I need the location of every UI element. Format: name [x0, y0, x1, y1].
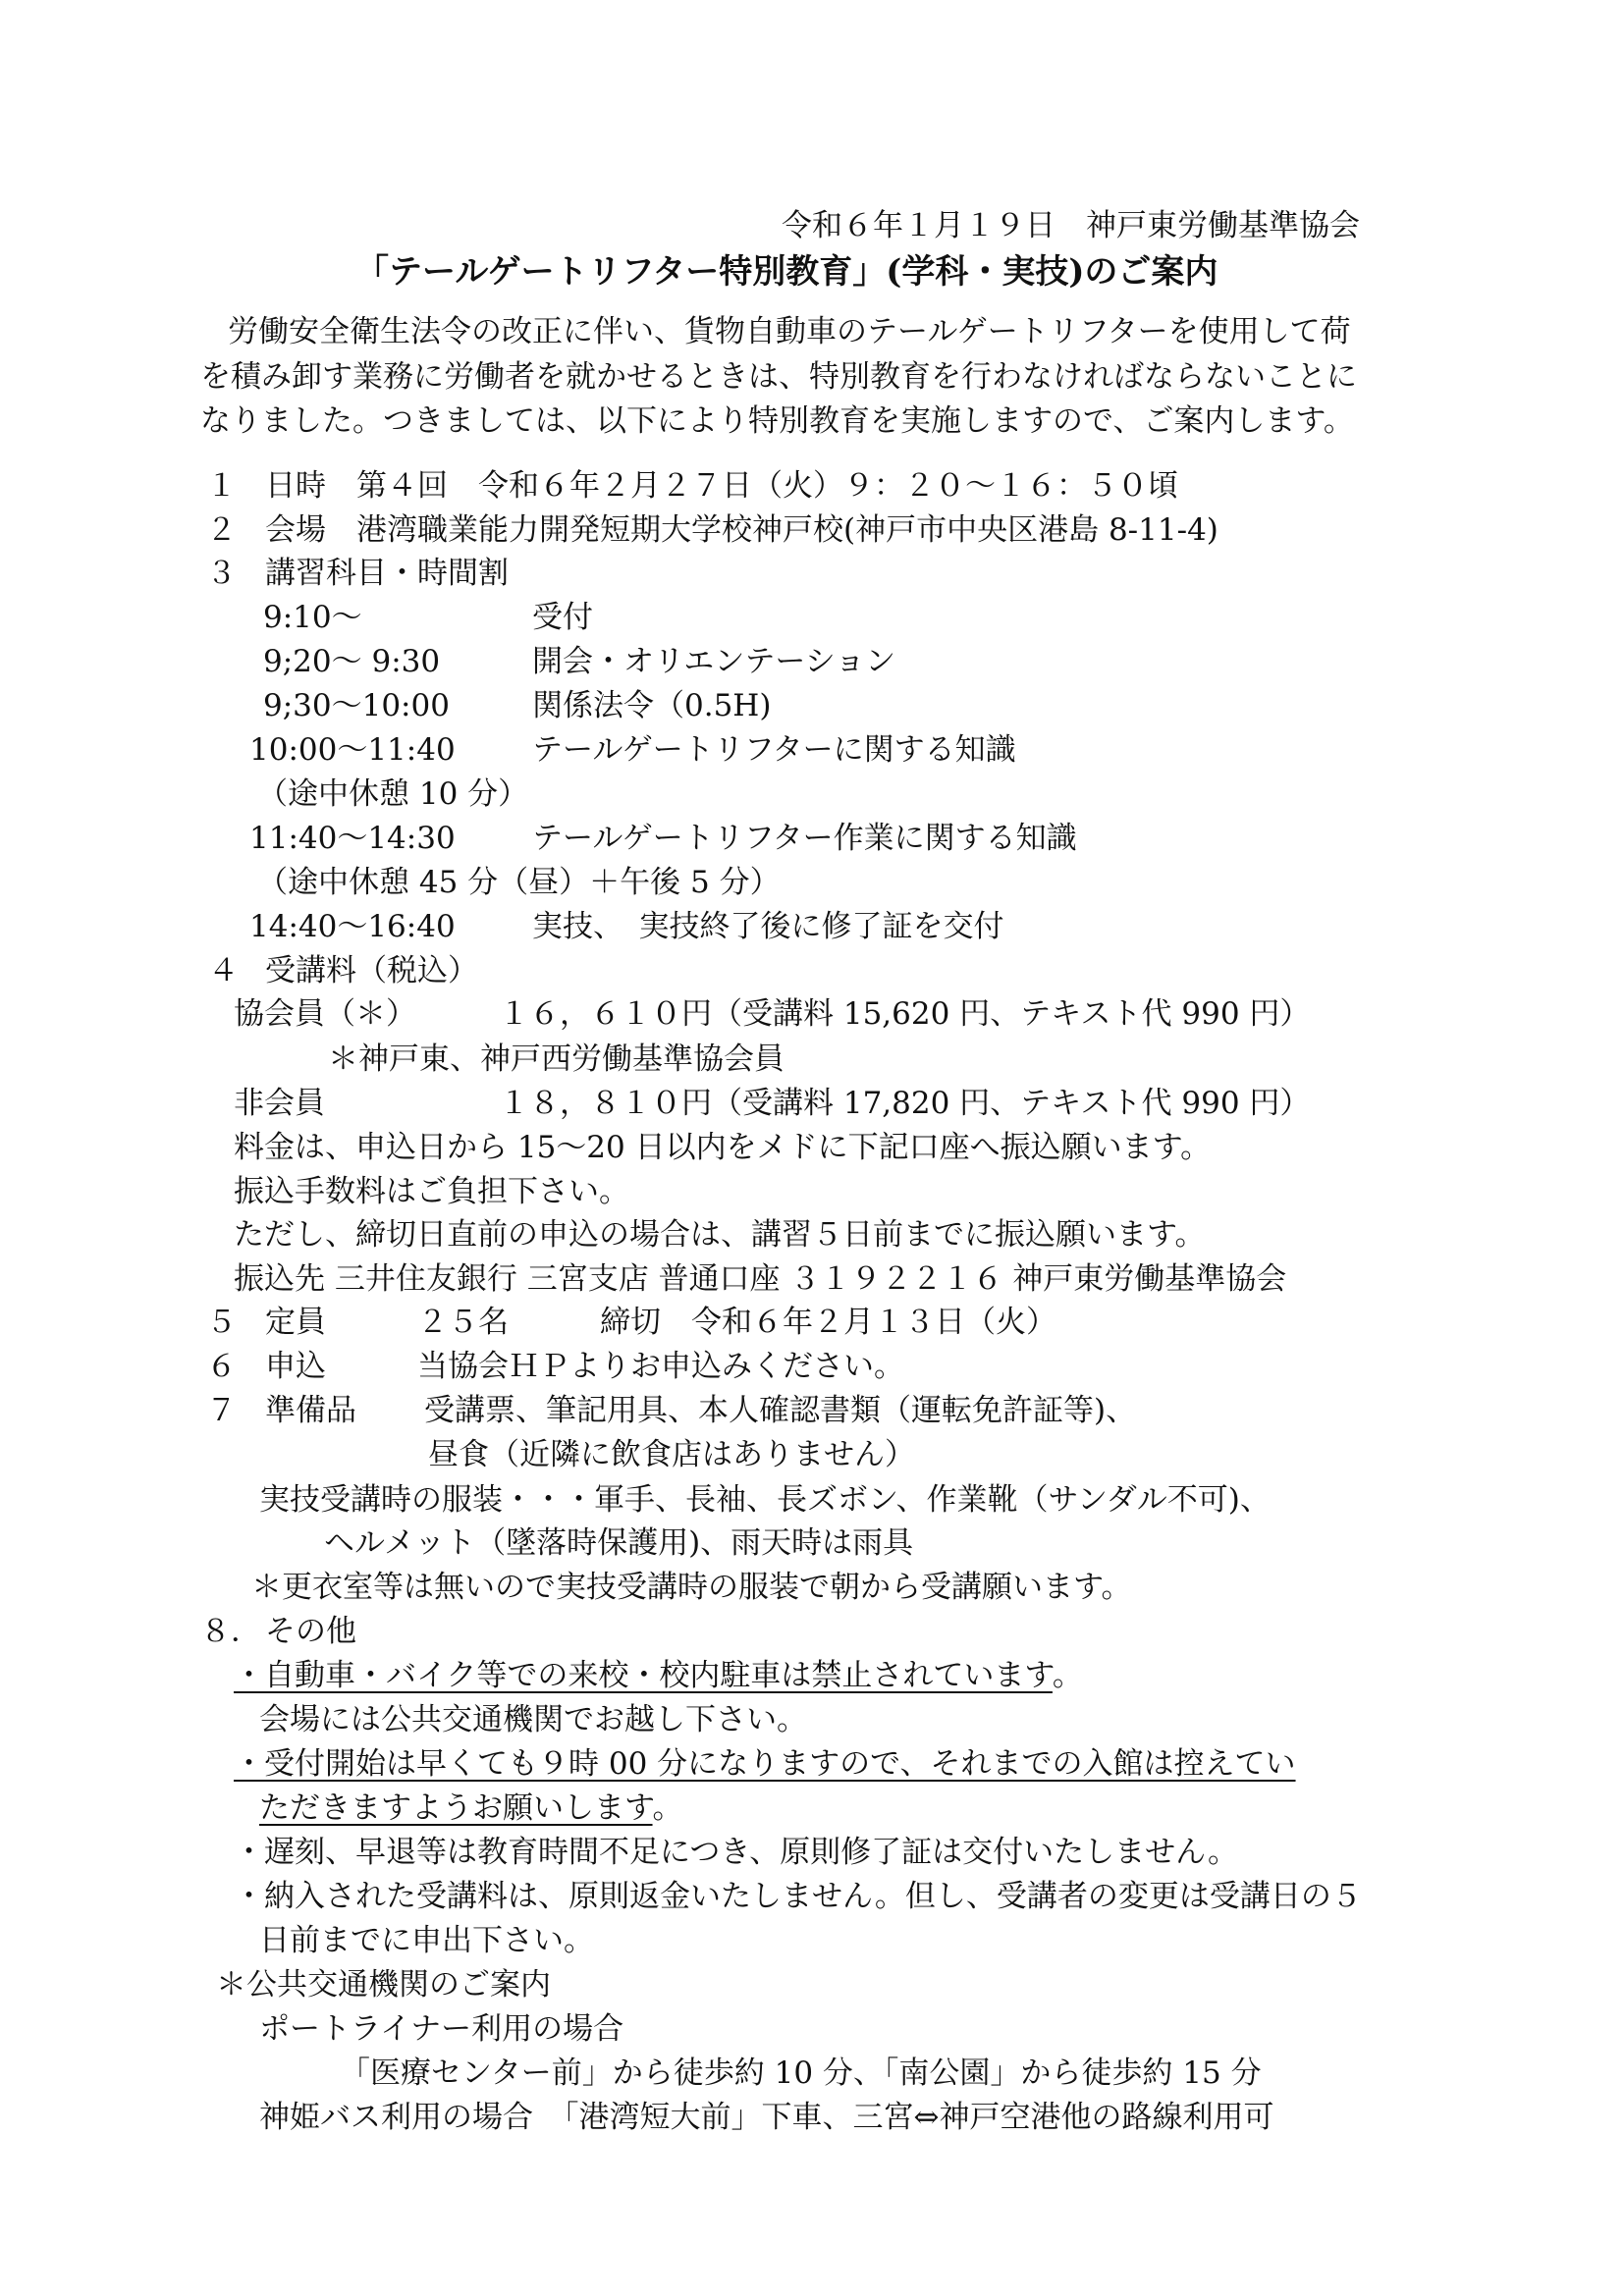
portliner-heading: ポートライナー利用の場合: [259, 2011, 624, 2047]
note-reception-time-period: 。: [652, 1790, 683, 1826]
note-refund: ・納入された受講料は、原則返金いたしません。但し、受講者の変更は受講日の５: [234, 1879, 1362, 1914]
intro-line-1: 労働安全衛生法令の改正に伴い、貨物自動車のテールゲートリフターを使用して荷: [228, 314, 1351, 349]
intro-line-3: なりました。つきましては、以下により特別教育を実施しますので、ご案内します。: [200, 403, 1354, 439]
fee-note: ただし、締切日直前の申込の場合は、講習５日前までに振込願います。: [234, 1217, 1206, 1253]
note-reception-time-cont-underlined: ただきますようお願いします: [259, 1790, 653, 1826]
attire-note: ＊更衣室等は無いので実技受講時の服装で朝から受講願います。: [251, 1570, 1132, 1605]
schedule-desc: 開会・オリエンテーション: [532, 644, 896, 679]
item-6-application: 申込 当協会ＨＰよりお申込みください。: [265, 1349, 904, 1384]
member-fee: １６，６１０円（受講料 15,620 円、テキスト代 990 円）: [499, 996, 1311, 1032]
item-2-number: ２: [206, 512, 237, 548]
items-to-bring-lunch: 昼食（近隣に飲食店はありません）: [428, 1437, 915, 1472]
item-5-capacity: 定員 ２５名 締切 令和６年２月１３日（火）: [265, 1305, 1056, 1340]
note-no-car-access-underlined: ・自動車・バイク等での来校・校内駐車は禁止されています: [234, 1658, 1053, 1693]
schedule-desc: テールゲートリフター作業に関する知識: [532, 821, 1077, 856]
note-refund-cont: 日前までに申出下さい。: [259, 1923, 594, 1958]
page-title: 「テールゲートリフター特別教育」(学科・実技)のご案内: [355, 252, 1218, 292]
schedule-desc: 実技、 実技終了後に修了証を交付: [532, 909, 1004, 944]
schedule-time: 9;20～ 9:30: [263, 644, 441, 679]
member-label: 協会員（＊）: [234, 996, 416, 1032]
transport-heading: ＊公共交通機関のご案内: [216, 1967, 551, 2002]
portliner-detail: 「医療センター前」から徒歩約 10 分、「南公園」から徒歩約 15 分: [340, 2056, 1262, 2091]
schedule-time: 9:10～: [263, 600, 362, 635]
note-public-transport: 会場には公共交通機関でお越し下さい。: [259, 1702, 807, 1737]
item-3-heading: 講習科目・時間割: [265, 556, 509, 591]
schedule-time: 9;30～10:00: [263, 688, 450, 723]
schedule-desc: 受付: [532, 600, 593, 635]
attire-line-1: 実技受講時の服装・・・軍手、長袖、長ズボン、作業靴（サンダル不可)、: [259, 1482, 1271, 1518]
member-note: ＊神戸東、神戸西労働基準協会員: [328, 1041, 785, 1077]
fee-note: 振込手数料はご負担下さい。: [234, 1174, 629, 1209]
item-5-number: ５: [206, 1305, 237, 1340]
item-7-label: 準備品: [265, 1393, 356, 1428]
schedule-break-note: （途中休憩 45 分（昼）＋午後 5 分）: [257, 865, 781, 900]
note-late-early: ・遅刻、早退等は教育時間不足につき、原則修了証は交付いたしません。: [234, 1835, 1238, 1870]
item-4-heading: 受講料（税込）: [265, 953, 478, 988]
items-to-bring: 受講票、筆記用具、本人確認書類（運転免許証等)、: [424, 1393, 1137, 1428]
attire-line-2: ヘルメット（墜落時保護用)、雨天時は雨具: [324, 1525, 914, 1561]
note-no-car-access-period: 。: [1052, 1658, 1083, 1693]
note-reception-time-underlined: ・受付開始は早くても９時 00 分になりますので、それまでの入館は控えてい: [234, 1746, 1296, 1782]
bank-account: 振込先 三井住友銀行 三宮支店 普通口座 ３１９２２１６ 神戸東労働基準協会: [234, 1261, 1287, 1297]
schedule-break-note: （途中休憩 10 分）: [257, 776, 529, 812]
item-1-number: １: [206, 468, 237, 504]
schedule-time: 14:40～16:40: [249, 909, 456, 944]
item-8-number: ８．: [200, 1614, 261, 1649]
schedule-time: 10:00～11:40: [249, 732, 456, 768]
item-4-number: ４: [208, 953, 239, 988]
note-reception-time-cont: [259, 1789, 683, 1828]
nonmember-fee: １８，８１０円（受講料 17,820 円、テキスト代 990 円）: [499, 1086, 1311, 1121]
schedule-time: 11:40～14:30: [249, 821, 456, 856]
note-reception-time: [234, 1744, 1296, 1784]
item-7-number: ７: [206, 1393, 237, 1428]
item-3-number: ３: [206, 556, 237, 591]
nonmember-label: 非会員: [234, 1086, 325, 1121]
date-and-organization: 令和６年１月１９日 神戸東労働基準協会: [782, 208, 1360, 243]
schedule-desc: 関係法令（0.5H): [532, 688, 772, 723]
fee-note: 料金は、申込日から 15～20 日以内をメドに下記口座へ振込願います。: [234, 1130, 1212, 1165]
item-6-number: ６: [206, 1349, 237, 1384]
item-8-heading: その他: [265, 1614, 356, 1649]
schedule-desc: テールゲートリフターに関する知識: [532, 732, 1016, 768]
intro-line-2: を積み卸す業務に労働者を就かせるときは、特別教育を行わなければならないことに: [200, 359, 1357, 395]
bus-info: 神姫バス利用の場合 「港湾短大前」下車、三宮⇔神戸空港他の路線利用可: [259, 2100, 1274, 2135]
item-1-datetime: 日時 第４回 令和６年２月２７日（火）９：２０～１６：５０頃: [265, 468, 1178, 504]
item-2-venue: 会場 港湾職業能力開発短期大学校神戸校(神戸市中央区港島 8-11-4): [265, 512, 1218, 548]
note-no-car-access: [234, 1656, 1083, 1695]
